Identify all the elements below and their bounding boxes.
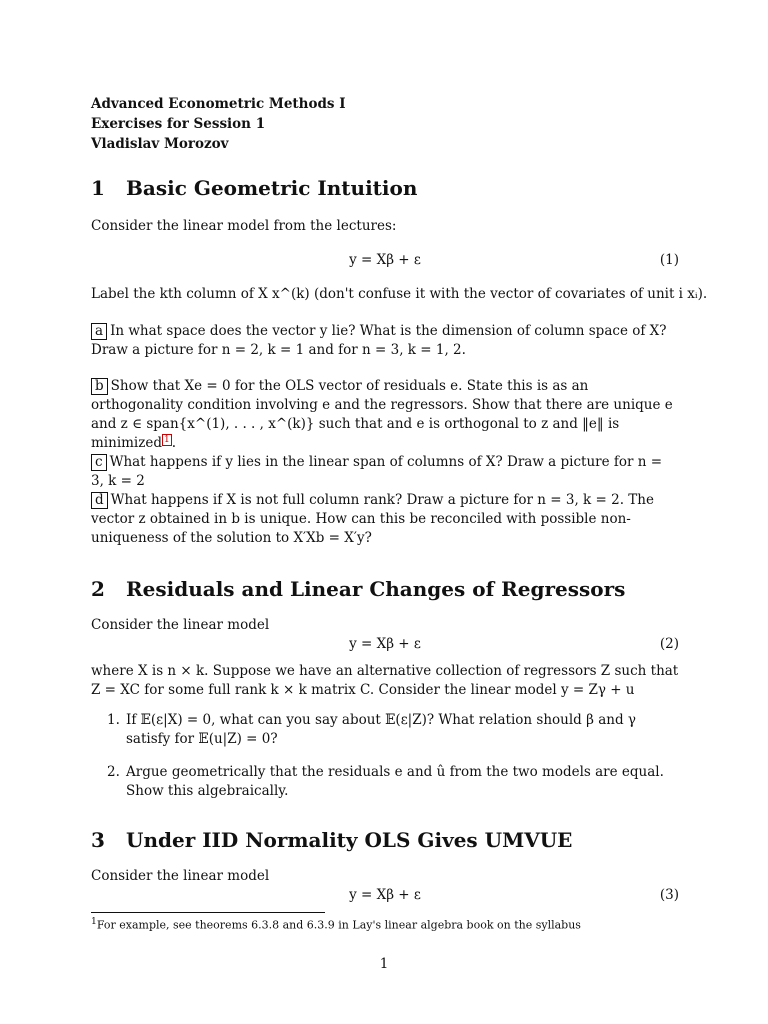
footnote-text: For example, see theorems 6.3.8 and 6.3.9 in Lay's linear algebra book on the syllabus — [96, 918, 581, 932]
page-number: 1 — [379, 956, 389, 972]
section-2-heading — [91, 577, 625, 601]
section-3-intro: Consider the linear model — [91, 868, 270, 884]
list-number: 2. — [107, 764, 120, 780]
item-text: What happens if X is not full column rank? Draw a picture for n = 3, k = 2. The vector z obtained in b is unique. How can this be reconciled with possible non-uniqueness of the solution to X′Xb = X′y? — [91, 492, 654, 546]
footnote-mark: 1 — [91, 916, 97, 927]
list-text: Argue geometrically that the residuals e and û from the two models are equal. Show this algebraically. — [126, 764, 664, 799]
section-number: 1 — [91, 176, 105, 200]
equation-number: (3) — [659, 887, 679, 903]
section-1-heading — [91, 176, 417, 200]
section-number: 3 — [91, 828, 105, 852]
list-text: If 𝔼(ε|X) = 0, what can you say about 𝔼(ε|Z)? What relation should β and γ satisfy for 𝔼(u|Z) = 0? — [126, 712, 636, 747]
item-label-box: a — [91, 323, 107, 340]
section-2-intro: Consider the linear model — [91, 617, 270, 633]
section-2-after: where X is n × k. Suppose we have an alternative collection of regressors Z such that Z = XC for some full rank k × k matrix C. Consider the linear model y = Zγ + u — [91, 663, 679, 698]
equation-body: y = Xβ + ε — [349, 887, 421, 903]
exercise-item-a — [91, 322, 679, 360]
equation-body: y = Xβ + ε — [349, 252, 421, 268]
section-title: Basic Geometric Intuition — [126, 176, 418, 200]
item-text: Show that Xe = 0 for the OLS vector of residuals e. State this is as an orthogonality condition involving e and the regressors. Show that there are unique e and z ∈ span{x^(1), . . . , x^(k)} such that and e is orthogonal to z and ‖e‖ is minimized — [91, 378, 673, 451]
document-header — [91, 94, 346, 154]
section-number: 2 — [91, 577, 105, 601]
equation-number: (1) — [659, 252, 679, 268]
item-label-box: c — [91, 454, 107, 471]
session-title: Exercises for Session 1 — [91, 116, 266, 132]
item-text: In what space does the vector y lie? What is the dimension of column space of X? Draw a picture for n = 2, k = 1 and for n = 3, k = 1, 2. — [91, 323, 667, 358]
section-1-intro: Consider the linear model from the lectures: — [91, 218, 397, 234]
list-number: 1. — [107, 712, 120, 728]
exercise-item-d — [91, 491, 679, 548]
item-label-box: d — [91, 492, 108, 509]
author-name: Vladislav Morozov — [91, 136, 229, 152]
footnote-rule — [91, 912, 325, 913]
item-label-box: b — [91, 378, 108, 395]
section-title: Under IID Normality OLS Gives UMVUE — [126, 828, 573, 852]
section-1-after: Label the kth column of X x^(k) (don't confuse it with the vector of covariates of unit i xᵢ). — [91, 286, 708, 302]
equation-body: y = Xβ + ε — [349, 636, 421, 652]
item-text: What happens if y lies in the linear span of columns of X? Draw a picture for n = 3, k = 2 — [91, 454, 663, 489]
exercise-item-b: b Show that Xe = 0 for the OLS vector of residuals e. State this is as an orthogonality condition involving e and the regressors. Show that there are unique e and z ∈ span{x^(1), . . . , x^(k)} such that and e is orthogonal to z and ‖e‖ is minimized $^1$ . — [91, 378, 673, 451]
footnote-ref-link[interactable]: 1 — [164, 434, 170, 445]
equation-number: (2) — [659, 636, 679, 652]
section-title: Residuals and Linear Changes of Regressors — [126, 577, 626, 601]
course-title: Advanced Econometric Methods I — [91, 96, 346, 112]
footnote — [91, 916, 581, 932]
exercise-item-c — [91, 453, 679, 491]
section-3-heading — [91, 828, 572, 852]
